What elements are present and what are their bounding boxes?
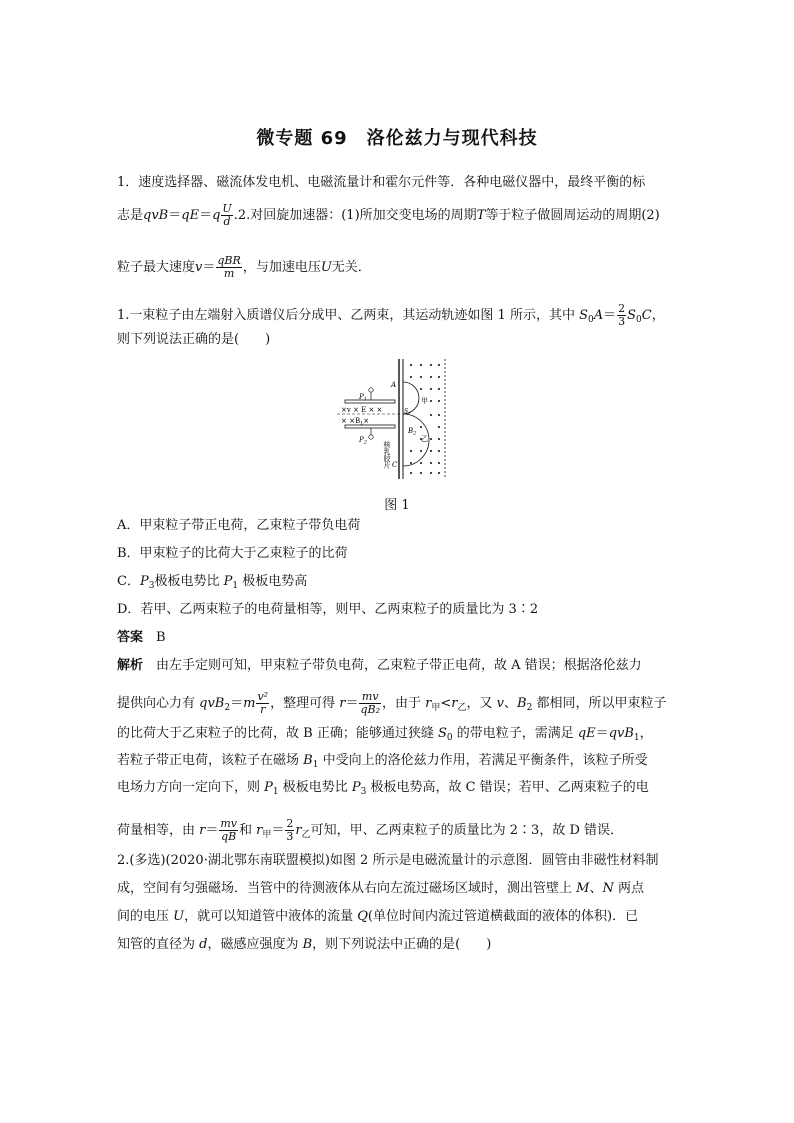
subscript: 1 [232, 581, 239, 591]
analysis-text: ，又 [466, 696, 497, 711]
formula: r [339, 696, 346, 711]
analysis-text: ，由于 [382, 696, 426, 711]
formula: T [476, 208, 486, 223]
question-text: ，就可以知道管中液体的流量 [184, 909, 358, 924]
question-text: 两点 [613, 881, 644, 896]
q2-line-3 [117, 908, 638, 926]
analysis-text: 的比荷大于乙束粒子的比荷，故 B 正确；能够通过狭缝 [117, 726, 438, 741]
question-text: (单位时间内流过管道横截面的液体的体积)．已 [367, 909, 639, 924]
fraction-denominator: 3 [618, 315, 626, 328]
q1-stem-line-1 [117, 303, 665, 329]
subscript: 0 [587, 315, 594, 325]
formula: B [517, 696, 527, 711]
analysis-text: 提供向心力有 [117, 696, 200, 711]
magnetic-field-dots [410, 364, 440, 474]
fraction [221, 203, 232, 228]
plate-p2 [345, 425, 395, 428]
formula: P [139, 574, 149, 589]
analysis-text: 的带电粒子，需满足 [452, 726, 578, 741]
formula: v [496, 696, 505, 711]
label-b2: $B_2$ [408, 427, 417, 437]
intro-text: 志是 [117, 208, 144, 223]
answer-value: B [156, 630, 166, 645]
formula: r [451, 696, 458, 711]
fraction [216, 255, 241, 280]
subscript: 乙 [457, 703, 467, 713]
question-text: 1.一束粒子由左端射入质谱仪后分成甲、乙两束，其运动轨迹如图 1 所示，其中 [117, 308, 580, 323]
fraction-denominator: d [223, 215, 231, 228]
subscript: 0 [636, 315, 642, 325]
label-film: 核乳胶片 [383, 441, 391, 469]
intro-line-1 [117, 174, 645, 192]
formula: S [627, 308, 637, 323]
formula: P [351, 780, 361, 795]
label-p2: $P_2$ [359, 436, 367, 446]
fraction-numerator: U [222, 202, 232, 215]
q2-line-4 [117, 936, 491, 954]
fraction-numerator: 2 [286, 817, 294, 830]
formula: qvB [199, 696, 225, 711]
option-b [117, 545, 348, 563]
formula: ＝ [202, 260, 216, 275]
option-text: 极板电势比 [154, 574, 224, 589]
analysis-text: 、 [504, 696, 518, 711]
analysis-text: 由左手定则可知，甲束粒子带负电荷，乙束粒子带正电荷，故 A 错误；根据洛伦兹力 [156, 658, 642, 673]
fraction-numerator: mv [359, 691, 381, 704]
fraction [359, 691, 381, 716]
option-text: A．甲束粒子带正电荷，乙束粒子带负电荷 [117, 518, 361, 533]
formula: r [425, 696, 432, 711]
question-text: 知管的直径为 [117, 937, 200, 952]
subscript: 3 [148, 581, 155, 591]
intro-line-2 [117, 203, 660, 228]
question-text: 2.(多选)(2020·湖北鄂东南联盟模拟)如图 2 所示是电磁流量计的示意图．圆管由非磁性材料制 [117, 853, 659, 868]
analysis-line-2 [117, 691, 666, 717]
label-field-row-2: × $\times B_1\times$ [341, 417, 370, 427]
fraction [285, 818, 294, 843]
formula: ＝ [199, 208, 213, 223]
subscript: 1 [272, 787, 279, 797]
formula: d [199, 937, 208, 952]
fraction-numerator: 2 [618, 302, 626, 315]
formula: r [295, 823, 302, 838]
label-c: C [392, 461, 398, 469]
plate-p1 [345, 400, 395, 403]
analysis-line-4 [117, 752, 648, 774]
formula: A [593, 308, 604, 323]
question-text: 则下列说法正确的是( ) [117, 332, 271, 347]
fraction-denominator: 3 [286, 830, 294, 843]
intro-text: 等于粒子做圆周运动的周期(2) [485, 208, 660, 223]
analysis-text: 可知，甲、乙两束粒子的质量比为 2∶3，故 D 错误． [310, 823, 624, 838]
subscript: 乙 [301, 830, 311, 840]
q2-line-1 [117, 852, 658, 870]
answer-line [117, 629, 166, 647]
mass-spectrometer-figure [335, 355, 455, 485]
formula: r [199, 823, 206, 838]
formula: ＝ [603, 308, 617, 323]
formula: qvB [608, 726, 634, 741]
formula: B [302, 937, 313, 952]
fraction-numerator: qBR [217, 254, 241, 267]
formula: ＝ [271, 823, 285, 838]
subscript: 甲 [262, 830, 272, 840]
formula: ＝ [345, 696, 359, 711]
formula: ＝ [230, 696, 244, 711]
formula: qE [181, 208, 200, 223]
formula: v [195, 260, 203, 275]
question-text: 、 [589, 881, 603, 896]
option-c [117, 573, 307, 595]
fraction [219, 818, 238, 843]
subscript: 甲 [431, 703, 441, 713]
fraction-numerator: mv [220, 817, 238, 830]
formula: qE [577, 726, 596, 741]
subscript: 3 [360, 787, 367, 797]
formula: ＝ [595, 726, 609, 741]
subscript: 2 [526, 703, 533, 713]
question-text: ，则下列说法中正确的是( ) [312, 937, 492, 952]
label-a: A [391, 381, 397, 389]
formula: S [579, 308, 588, 323]
analysis-text: 极板电势高，故 C 错误；若甲、乙两束粒子的电 [366, 780, 649, 795]
formula: m [243, 696, 256, 711]
figure-caption: 图 1 [384, 498, 410, 513]
intro-text: .2.对回旋加速器：(1)所加交变电场的周期 [233, 208, 477, 223]
option-text: C． [117, 574, 140, 589]
analysis-text: 都相同，所以甲束粒子 [532, 696, 667, 711]
analysis-text: 和 [239, 823, 257, 838]
formula: ＝ [168, 208, 182, 223]
analysis-label: 解析 [117, 658, 144, 673]
intro-text: 粒子最大速度 [117, 260, 196, 275]
formula: ＝ [205, 823, 219, 838]
question-text: 成，空间有匀强磁场．当管中的待测液体从右向左流过磁场区域时，测出管壁上 [117, 881, 577, 896]
option-text: D．若甲、乙两束粒子的电荷量相等，则甲、乙两束粒子的质量比为 3∶2 [117, 602, 539, 617]
analysis-text: 荷量相等，由 [117, 823, 200, 838]
formula: r [256, 823, 263, 838]
option-text: 极板电势高 [238, 574, 308, 589]
q1-stem-line-2 [117, 331, 270, 349]
formula: q [212, 208, 221, 223]
fraction-denominator: qB [221, 830, 237, 843]
label-jia: 甲 [421, 397, 428, 405]
q2-line-2 [117, 880, 644, 898]
label-s0: S0 [404, 408, 411, 415]
formula: P [264, 780, 273, 795]
analysis-line-5 [117, 779, 649, 801]
formula: qvB [143, 208, 169, 223]
formula: Q [357, 909, 368, 924]
intro-text: ，与加速电压 [242, 260, 321, 275]
page-title: 微专题 69 洛伦兹力与现代科技 [256, 128, 538, 149]
subscript: 2 [224, 703, 231, 713]
answer-label: 答案 [117, 630, 144, 645]
formula: C [641, 308, 652, 323]
analysis-line-3 [117, 725, 653, 747]
formula: S [437, 726, 447, 741]
fraction [256, 691, 269, 716]
fraction-numerator: v² [257, 690, 269, 703]
formula: P [223, 574, 233, 589]
fraction-denominator: r [260, 703, 266, 716]
analysis-text: 若粒子带正电荷，该粒子在磁场 [117, 753, 304, 768]
option-a [117, 517, 360, 535]
analysis-text: ， [639, 726, 653, 741]
analysis-text: 电场力方向一定向下，则 [117, 780, 265, 795]
intro-text: 1．速度选择器、磁流体发电机、电磁流量计和霍尔元件等．各种电磁仪器中，最终平衡的标 [117, 175, 646, 190]
formula: U [173, 909, 185, 924]
subscript: 1 [312, 760, 319, 770]
fraction-denominator: qB₂ [360, 703, 380, 716]
subscript: 1 [633, 733, 640, 743]
intro-line-3 [117, 255, 371, 280]
label-field-row-1: ×v × E × × [341, 406, 383, 414]
question-text: ，磁感应强度为 [207, 937, 303, 952]
option-d [117, 601, 538, 619]
label-yi: 乙 [421, 435, 428, 443]
formula: < [440, 696, 452, 711]
formula: U [320, 260, 332, 275]
analysis-text: 中受向上的洛伦兹力作用，若满足平衡条件，该粒子所受 [318, 753, 648, 768]
formula: N [602, 881, 614, 896]
formula: B [303, 753, 313, 768]
intro-text: 无关． [331, 260, 371, 275]
formula: M [576, 881, 590, 896]
analysis-text: ，整理可得 [270, 696, 340, 711]
fraction-denominator: m [223, 267, 235, 280]
analysis-line-6 [117, 818, 623, 844]
analysis-text: 极板电势比 [278, 780, 352, 795]
label-p1: $P_1$ [359, 393, 367, 403]
question-text: ， [651, 308, 665, 323]
subscript: 0 [446, 733, 453, 743]
question-text: 间的电压 [117, 909, 174, 924]
fraction [617, 303, 626, 328]
option-text: B．甲束粒子的比荷大于乙束粒子的比荷 [117, 546, 348, 561]
analysis-line-1 [117, 657, 642, 675]
